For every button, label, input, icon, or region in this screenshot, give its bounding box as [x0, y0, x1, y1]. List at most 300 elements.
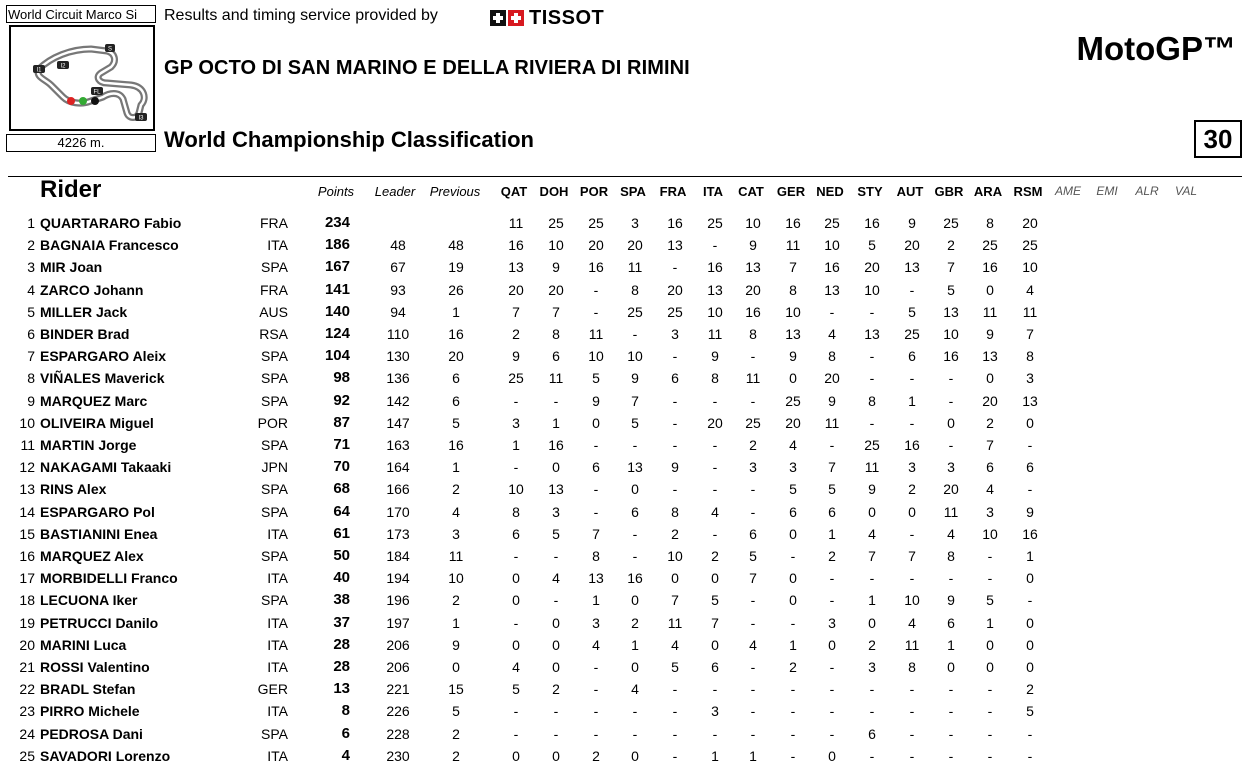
race-result: 11: [588, 326, 604, 342]
table-row: [0, 634, 1246, 656]
column-header-race: GER: [776, 184, 806, 199]
table-row: [0, 256, 1246, 278]
rider-nation: ITA: [267, 614, 288, 631]
race-result: 16: [707, 259, 723, 276]
gap-to-leader: 226: [386, 703, 410, 720]
rider-nation: ITA: [267, 747, 288, 764]
race-result: 7: [711, 614, 719, 631]
race-result: -: [672, 348, 678, 365]
race-result: 0: [986, 370, 994, 387]
table-row: [0, 456, 1246, 478]
rider-name: SAVADORI Lorenzo: [40, 747, 171, 764]
race-result: 7: [631, 392, 639, 409]
race-result: -: [829, 725, 835, 742]
race-result: 10: [1022, 259, 1038, 276]
race-result: -: [869, 681, 875, 698]
race-result: 9: [631, 370, 639, 387]
race-result: 5: [908, 303, 916, 320]
gap-to-leader: 197: [386, 614, 410, 631]
rider-nation: ITA: [267, 636, 288, 653]
race-result: 0: [1026, 636, 1034, 653]
rider-points: 140: [324, 302, 350, 320]
map-label-i3: I3: [138, 115, 144, 122]
race-result: 0: [631, 659, 639, 675]
rider-position: 6: [27, 326, 35, 342]
race-result: 3: [749, 459, 757, 476]
column-header-leader: Leader: [374, 184, 416, 199]
table-row: [0, 700, 1246, 722]
race-result: 4: [512, 659, 520, 675]
race-result: 7: [908, 548, 916, 564]
race-result: 0: [1026, 414, 1034, 431]
race-result: 3: [552, 503, 560, 520]
race-result: -: [712, 481, 718, 498]
table-row: [0, 434, 1246, 456]
map-label-i1: I1: [36, 67, 42, 74]
table-row: [0, 723, 1246, 745]
race-result: -: [948, 703, 954, 720]
rider-name: MILLER Jack: [40, 303, 128, 320]
rider-name: MARTIN Jorge: [40, 437, 137, 453]
race-result: 7: [789, 259, 797, 276]
rider-position: 15: [19, 525, 35, 542]
race-result: -: [948, 437, 954, 453]
gap-to-previous: 3: [452, 525, 460, 542]
rider-position: 17: [19, 570, 35, 587]
race-result: -: [750, 392, 756, 409]
rider-name: PETRUCCI Danilo: [40, 614, 159, 631]
race-result: -: [948, 392, 954, 409]
column-header-rider: Rider: [40, 176, 102, 203]
rider-name: VIÑALES Maverick: [40, 370, 165, 387]
rider-points: 28: [333, 658, 350, 675]
rider-position: 24: [19, 725, 35, 742]
race-result: 11: [824, 414, 840, 431]
header-divider: [8, 176, 1242, 177]
race-result: 16: [548, 437, 564, 453]
race-result: 5: [711, 592, 719, 609]
race-result: 11: [548, 370, 564, 387]
rider-name: MORBIDELLI Franco: [40, 570, 178, 587]
race-result: 3: [908, 459, 916, 476]
rider-name: ESPARGARO Pol: [40, 503, 155, 520]
race-result: 0: [552, 459, 560, 476]
race-result: 9: [671, 459, 679, 476]
table-row: [0, 390, 1246, 412]
race-result: -: [632, 548, 638, 564]
race-result: 3: [828, 614, 836, 631]
race-result: 8: [749, 326, 757, 342]
race-result: 3: [711, 703, 719, 720]
race-result: 25: [548, 215, 564, 231]
tissot-logo: [490, 8, 604, 28]
race-result: -: [632, 437, 638, 453]
rider-position: 19: [19, 614, 35, 631]
race-result: -: [909, 570, 915, 587]
gap-to-previous: 5: [452, 414, 460, 431]
race-result: 11: [627, 259, 643, 276]
rider-position: 9: [27, 392, 35, 409]
race-result: 0: [828, 747, 836, 764]
table-row: [0, 301, 1246, 323]
rider-name: PIRRO Michele: [40, 703, 140, 720]
race-result: -: [750, 614, 756, 631]
gap-to-previous: 2: [452, 747, 460, 764]
rider-points: 104: [324, 347, 350, 365]
race-result: 16: [864, 215, 880, 231]
race-result: 20: [864, 259, 880, 276]
race-result: -: [632, 703, 638, 720]
race-result: 20: [824, 370, 840, 387]
sponsor-name: TISSOT: [529, 7, 605, 29]
race-result: -: [672, 481, 678, 498]
race-result: 16: [982, 259, 998, 276]
race-result: -: [672, 392, 678, 409]
circuit-length: 4226 m.: [6, 134, 156, 152]
race-result: -: [513, 392, 519, 409]
rider-points: 4: [341, 746, 350, 764]
race-result: 16: [508, 237, 524, 254]
race-result: 7: [868, 548, 876, 564]
race-result: 1: [552, 414, 560, 431]
column-header-points: Points: [317, 184, 355, 199]
rider-points: 87: [333, 413, 350, 431]
race-result: 10: [785, 303, 801, 320]
race-result: 16: [627, 570, 643, 587]
race-result: 0: [671, 570, 679, 587]
rider-nation: FRA: [260, 281, 288, 298]
rider-nation: ITA: [267, 525, 288, 542]
rider-name: QUARTARARO Fabio: [40, 215, 182, 231]
race-result: 0: [512, 570, 520, 587]
race-result: 6: [868, 725, 876, 742]
race-result: 7: [986, 437, 994, 453]
race-result: -: [909, 281, 915, 298]
rider-position: 2: [27, 237, 35, 254]
race-result: 4: [749, 636, 757, 653]
table-row: [0, 745, 1246, 767]
race-result: 5: [671, 659, 679, 675]
gap-to-leader: 147: [386, 414, 410, 431]
rider-nation: ITA: [267, 703, 288, 720]
gap-to-previous: 15: [448, 681, 464, 698]
race-result: -: [948, 681, 954, 698]
race-result: -: [869, 348, 875, 365]
race-result: -: [513, 459, 519, 476]
rider-points: 64: [333, 502, 350, 520]
race-result: -: [1027, 747, 1033, 764]
race-result: 10: [943, 326, 959, 342]
rider-nation: FRA: [260, 215, 288, 231]
race-result: -: [909, 525, 915, 542]
race-result: -: [869, 570, 875, 587]
race-result: -: [1027, 592, 1033, 609]
race-result: -: [790, 747, 796, 764]
race-result: 9: [868, 481, 876, 498]
race-result: 1: [986, 614, 994, 631]
race-result: 4: [592, 636, 600, 653]
race-result: 20: [588, 237, 604, 254]
race-result: 8: [711, 370, 719, 387]
rider-points: 70: [333, 458, 350, 476]
column-header-race: AUT: [896, 184, 924, 199]
race-result: -: [987, 570, 993, 587]
table-row: [0, 345, 1246, 367]
race-result: 9: [789, 348, 797, 365]
race-result: 0: [592, 414, 600, 431]
race-result: 1: [908, 392, 916, 409]
race-result: 6: [592, 459, 600, 476]
race-result: 2: [749, 437, 757, 453]
race-result: -: [829, 659, 835, 675]
column-header-future-race: VAL: [1174, 184, 1198, 198]
rider-position: 5: [27, 303, 35, 320]
rider-name: MARQUEZ Alex: [40, 548, 144, 564]
race-result: 8: [671, 503, 679, 520]
race-result: -: [672, 414, 678, 431]
gap-to-leader: 196: [386, 592, 410, 609]
race-result: -: [790, 681, 796, 698]
table-row: [0, 323, 1246, 345]
race-result: 16: [824, 259, 840, 276]
race-result: 8: [868, 392, 876, 409]
race-result: -: [750, 503, 756, 520]
race-result: 6: [947, 614, 955, 631]
round-number: 30: [1194, 120, 1242, 158]
rider-nation: SPA: [261, 259, 288, 276]
race-result: -: [750, 592, 756, 609]
rider-position: 3: [27, 259, 35, 276]
gap-to-leader: 170: [386, 503, 410, 520]
gap-to-leader: 194: [386, 570, 410, 587]
race-result: 1: [868, 592, 876, 609]
rider-points: 61: [333, 524, 350, 542]
rider-nation: AUS: [259, 303, 288, 320]
race-result: 4: [947, 525, 955, 542]
race-result: 1: [828, 525, 836, 542]
gap-to-leader: 94: [390, 303, 406, 320]
race-result: 0: [789, 370, 797, 387]
rider-nation: SPA: [261, 503, 288, 520]
race-result: 1: [512, 437, 520, 453]
race-result: -: [869, 703, 875, 720]
table-row: [0, 678, 1246, 700]
race-result: 13: [588, 570, 604, 587]
race-result: 9: [512, 348, 520, 365]
race-result: 0: [908, 503, 916, 520]
race-result: 5: [947, 281, 955, 298]
race-result: 20: [785, 414, 801, 431]
rider-name: LECUONA Iker: [40, 592, 138, 609]
race-result: -: [513, 548, 519, 564]
rider-nation: SPA: [261, 392, 288, 409]
race-result: -: [750, 348, 756, 365]
race-result: 1: [711, 747, 719, 764]
rider-name: BAGNAIA Francesco: [40, 237, 179, 254]
race-result: -: [987, 725, 993, 742]
column-header-race: SPA: [620, 184, 646, 199]
race-result: -: [553, 703, 559, 720]
race-result: 25: [1022, 237, 1038, 254]
race-result: -: [1027, 725, 1033, 742]
gap-to-previous: 20: [448, 348, 464, 365]
race-result: 13: [982, 348, 998, 365]
rider-nation: ITA: [267, 570, 288, 587]
race-result: 6: [828, 503, 836, 520]
column-header-future-race: AME: [1054, 184, 1082, 198]
table-row: [0, 234, 1246, 256]
race-result: 7: [749, 570, 757, 587]
race-result: -: [593, 659, 599, 675]
race-result: 0: [828, 636, 836, 653]
table-row: [0, 612, 1246, 634]
rider-name: RINS Alex: [40, 481, 107, 498]
race-result: -: [909, 725, 915, 742]
race-result: 8: [512, 503, 520, 520]
gap-to-previous: 2: [452, 725, 460, 742]
rider-nation: SPA: [261, 481, 288, 498]
gap-to-leader: 163: [386, 437, 410, 453]
column-header-future-race: EMI: [1096, 184, 1118, 198]
table-row: [0, 567, 1246, 589]
race-result: 0: [512, 747, 520, 764]
race-result: -: [593, 437, 599, 453]
race-result: 6: [671, 370, 679, 387]
race-result: -: [672, 703, 678, 720]
race-result: 2: [512, 326, 520, 342]
race-result: 5: [592, 370, 600, 387]
gap-to-previous: 1: [452, 614, 460, 631]
race-result: 7: [947, 259, 955, 276]
race-result: -: [513, 725, 519, 742]
race-result: 8: [828, 348, 836, 365]
race-result: 13: [904, 259, 920, 276]
race-result: 6: [552, 348, 560, 365]
race-result: 25: [824, 215, 840, 231]
race-result: -: [790, 614, 796, 631]
race-result: 0: [947, 414, 955, 431]
table-row: [0, 212, 1246, 234]
race-result: 0: [711, 636, 719, 653]
race-result: 0: [711, 570, 719, 587]
race-result: 11: [745, 370, 761, 387]
gap-to-leader: 67: [390, 259, 406, 276]
race-result: -: [672, 437, 678, 453]
race-result: 25: [982, 237, 998, 254]
race-result: 25: [745, 414, 761, 431]
race-result: -: [829, 681, 835, 698]
race-result: 13: [943, 303, 959, 320]
race-result: 9: [711, 348, 719, 365]
race-result: 5: [1026, 703, 1034, 720]
race-result: 4: [868, 525, 876, 542]
race-result: -: [553, 548, 559, 564]
race-result: 11: [904, 636, 920, 653]
rider-name: BRADL Stefan: [40, 681, 136, 698]
race-result: 10: [904, 592, 920, 609]
race-result: 20: [667, 281, 683, 298]
race-result: 5: [512, 681, 520, 698]
race-result: 13: [548, 481, 564, 498]
race-result: 25: [707, 215, 723, 231]
rider-points: 124: [324, 325, 350, 342]
race-result: -: [712, 237, 718, 254]
race-result: -: [948, 370, 954, 387]
race-result: 1: [789, 636, 797, 653]
rider-points: 167: [324, 258, 350, 276]
race-result: 8: [947, 548, 955, 564]
race-result: -: [987, 681, 993, 698]
race-result: 11: [943, 503, 959, 520]
race-result: 4: [908, 614, 916, 631]
race-result: 25: [627, 303, 643, 320]
series-logo: MotoGP™: [1076, 30, 1236, 67]
gap-to-previous: 48: [448, 237, 464, 254]
race-result: 13: [1022, 392, 1038, 409]
race-result: 7: [512, 303, 520, 320]
race-result: -: [513, 703, 519, 720]
race-result: 10: [588, 348, 604, 365]
circuit-name: World Circuit Marco Si: [6, 5, 156, 23]
gap-to-previous: 16: [448, 326, 464, 342]
race-result: 0: [552, 636, 560, 653]
gap-to-leader: 230: [386, 747, 410, 764]
rider-position: 14: [19, 503, 35, 520]
gap-to-previous: 2: [452, 481, 460, 498]
column-header-race: ARA: [973, 184, 1003, 199]
gap-to-previous: 19: [448, 259, 464, 276]
race-result: -: [987, 548, 993, 564]
race-result: 0: [512, 592, 520, 609]
rider-points: 6: [341, 724, 350, 742]
gap-to-leader: 221: [386, 681, 410, 698]
race-result: 4: [1026, 281, 1034, 298]
rider-name: BASTIANINI Enea: [40, 525, 158, 542]
race-result: -: [593, 725, 599, 742]
gap-to-leader: 142: [386, 392, 410, 409]
race-result: 20: [943, 481, 959, 498]
race-result: 5: [552, 525, 560, 542]
rider-position: 22: [19, 681, 35, 698]
race-result: 6: [789, 503, 797, 520]
race-result: 9: [828, 392, 836, 409]
rider-points: 98: [333, 369, 350, 387]
race-result: 16: [943, 348, 959, 365]
rider-nation: ITA: [267, 237, 288, 254]
race-result: 11: [785, 237, 801, 254]
rider-name: ESPARGARO Aleix: [40, 348, 167, 365]
rider-points: 37: [333, 613, 350, 631]
race-result: 9: [552, 259, 560, 276]
rider-points: 13: [333, 680, 350, 698]
column-header-race: CAT: [738, 184, 764, 199]
race-result: 6: [908, 348, 916, 365]
rider-nation: SPA: [261, 348, 288, 365]
rider-position: 11: [20, 437, 35, 453]
rider-points: 68: [333, 480, 350, 498]
race-result: 1: [749, 747, 757, 764]
race-result: -: [1027, 481, 1033, 498]
gap-to-previous: 6: [452, 370, 460, 387]
race-result: 20: [707, 414, 723, 431]
race-result: 7: [671, 592, 679, 609]
race-result: 11: [707, 326, 723, 342]
table-row: [0, 656, 1246, 678]
race-result: 7: [552, 303, 560, 320]
race-result: 11: [864, 459, 880, 476]
race-result: 2: [552, 681, 560, 698]
race-result: -: [593, 281, 599, 298]
